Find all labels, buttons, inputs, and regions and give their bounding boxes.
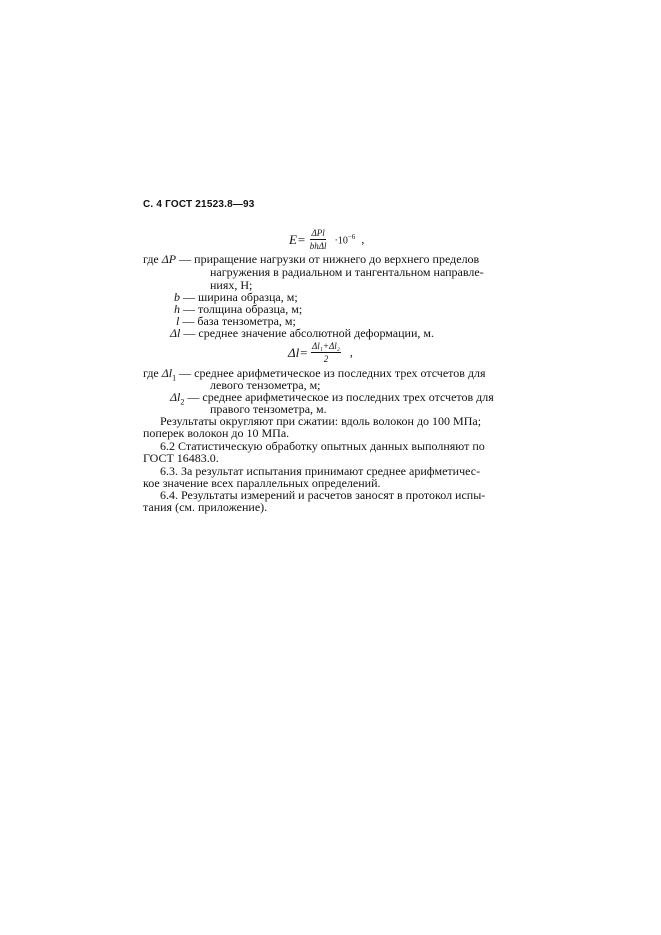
paragraph-6-4-cont: тания (см. приложение). (143, 500, 268, 514)
def-symbol: h (174, 302, 180, 316)
def-prefix: где (143, 366, 159, 380)
def-symbol: ΔP (161, 252, 177, 266)
def-text: среднее арифметическое из последних трех отсчетов для (202, 390, 494, 404)
def-text: среднее арифметическое из последних трех отсчетов для (194, 366, 486, 380)
def-text: база тензометра, м; (197, 314, 296, 328)
formula-denominator: bhΔl (309, 241, 327, 251)
def-prefix: где (143, 252, 159, 266)
def-dash: — (183, 290, 195, 304)
formula-tail: , (349, 345, 353, 359)
page-header: С. 4 ГОСТ 21523.8—93 (143, 199, 255, 210)
def-dash: — (179, 366, 192, 380)
def-symbol: l (176, 314, 180, 328)
def-text: нагружения в радиальном и тангентальном направле- (210, 265, 484, 279)
paragraph-6-2-cont: ГОСТ 16483.0. (143, 451, 219, 465)
formula-numerator: Δl₁+Δl₂ (312, 341, 340, 351)
formula-multiplier-base: ·10 (334, 235, 348, 247)
def-symbol-base: Δl (161, 366, 173, 380)
formula-lhs: Δl= (288, 345, 309, 360)
def-symbol-sub: 1 (172, 373, 177, 383)
formula-modulus (289, 228, 364, 251)
formula-numerator: ΔPl (311, 228, 325, 238)
def-dash: — (183, 302, 195, 316)
paragraph-6-4: 6.4. Результаты измерений и расчетов заносят в протокол испы- (160, 488, 486, 502)
def-symbol-sub: 2 (180, 397, 185, 407)
paragraph-6-3-cont: кое значение всех параллельных определений. (143, 476, 381, 490)
def-symbol: b (174, 290, 180, 304)
formula-multiplier (335, 231, 356, 247)
def-dash: — (179, 252, 192, 266)
def-symbol (170, 390, 185, 407)
formula-delta-l (288, 341, 353, 364)
def-text: среднее значение абсолютной деформации, м. (198, 326, 434, 340)
paragraph-6-2: 6.2 Статистическую обработку опытных данных выполняют по (160, 439, 485, 453)
formula-tail: , (361, 232, 365, 246)
def-symbol: Δl (170, 326, 181, 340)
def-text: приращение нагрузки от нижнего до верхнего пределов (194, 252, 480, 266)
def-text: левого тензометра, м; (210, 378, 321, 392)
formula-lhs: E= (289, 232, 306, 247)
def-dash: — (187, 390, 200, 404)
def-symbol (161, 366, 177, 383)
paragraph-rounding: Результаты округляют при сжатии: вдоль волокон до 100 МПа; (160, 414, 482, 428)
formula-exponent: −6 (347, 233, 356, 242)
def-symbol-base: Δl (170, 390, 181, 404)
def-text: ширина образца, м; (198, 290, 298, 304)
paragraph-6-3: 6.3. За результат испытания принимают среднее арифметичес- (160, 464, 481, 478)
definition-delta-l (170, 327, 434, 340)
def-text: правого тензометра, м. (210, 402, 327, 416)
def-dash: — (182, 314, 195, 328)
formula-denominator: 2 (323, 354, 329, 364)
paragraph-rounding-cont: поперек волокон до 10 МПа. (143, 426, 290, 440)
formula-fraction (311, 341, 341, 364)
def-text: толщина образца, м; (198, 302, 303, 316)
formula-fraction (309, 228, 328, 251)
def-dash: — (183, 326, 196, 340)
def-text: ниях, Н; (210, 278, 253, 292)
